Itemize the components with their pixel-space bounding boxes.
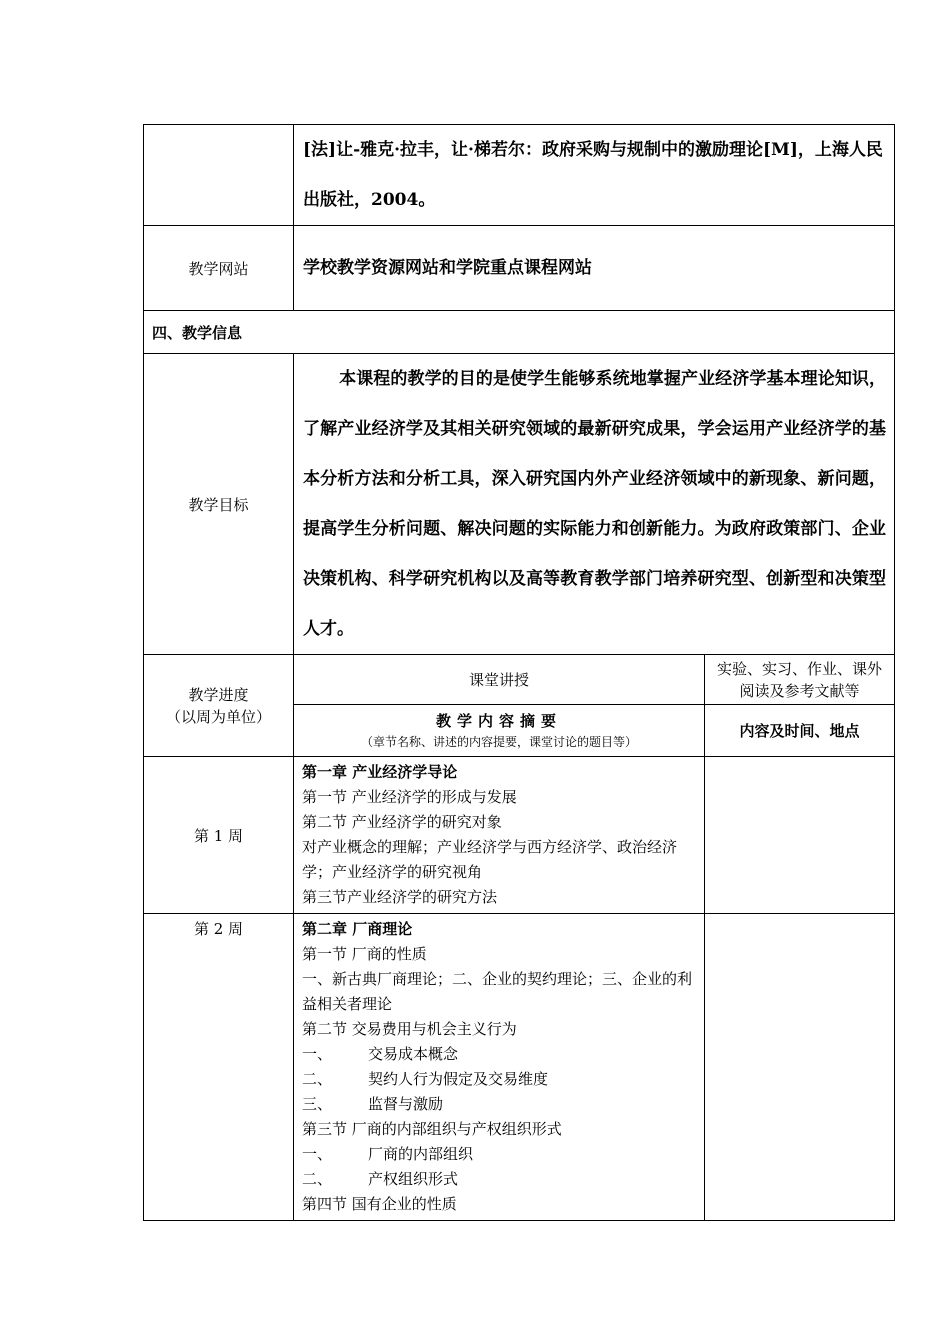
summary-header-cell [294,705,705,757]
objectives-label: 教学目标 [144,354,294,655]
schedule-label-note: （以周为单位） [165,707,271,726]
week-content [294,757,705,914]
week-row [144,757,895,914]
practice-header-cell [705,655,895,705]
website-label: 教学网站 [144,226,294,311]
references-label-cell [144,125,294,226]
content-line: 第一节 厂商的性质 [302,945,427,963]
content-line: 一、新古典厂商理论；二、企业的契约理论；三、企业的利益相关者理论 [302,970,693,1013]
content-line: 第二节 交易费用与机会主义行为 [302,1020,517,1038]
section-row [144,311,895,354]
schedule-label-cell [144,655,294,757]
content-line: 第一节 产业经济学的形成与发展 [302,788,517,806]
chapter-title: 第二章 厂商理论 [302,920,413,938]
lecture-header: 课堂讲授 [294,655,705,705]
content-list-item: 二、 产权组织形式 [302,1170,459,1188]
week-label: 第 2 周 [144,914,294,1221]
week-practice [705,757,895,914]
content-list-item: 一、 厂商的内部组织 [302,1145,474,1163]
summary-title: 教学内容摘要 [435,711,562,730]
practice-header-line1: 实验、实习、作业、课外 [717,659,883,678]
content-list-item: 一、 交易成本概念 [302,1045,459,1063]
content-line: 对产业概念的理解；产业经济学与西方经济学、政治经济学；产业经济学的研究视角 [302,838,678,881]
website-row [144,226,895,311]
objectives-row [144,354,895,655]
week-label: 第 1 周 [144,757,294,914]
chapter-title: 第一章 产业经济学导论 [302,763,458,781]
content-line: 第四节 国有企业的性质 [302,1195,457,1213]
course-info-table [143,124,895,1221]
reference-text: [法]让-雅克·拉丰，让·梯若尔：政府采购与规制中的激励理论[M]，上海人民出版社，2004。 [294,125,895,226]
section-title: 四、教学信息 [144,311,895,354]
week-content [294,914,705,1221]
references-row [144,125,895,226]
objectives-cell [294,354,895,655]
practice-header-line2: 阅读及参考文献等 [739,681,860,700]
objectives-text: 本课程的教学的目的是使学生能够系统地掌握产业经济学基本理论知识，了解产业经济学及其相关研究领域的最新研究成果，学会运用产业经济学的基本分析方法和分析工具，深入研究国内外产业经济领域中的新现象、新问题，提高学生分析问题、解决问题的实际能力和创新能力。为政府政策部门、企业决策机构、科学研究机构以及高等教育教学部门培养研究型、创新型和决策型人才。 [303,369,887,639]
content-line: 第二节 产业经济学的研究对象 [302,813,502,831]
content-list-item: 三、 监督与激励 [302,1095,444,1113]
week-row [144,914,895,1221]
content-list-item: 二、 契约人行为假定及交易维度 [302,1070,549,1088]
schedule-header-row [144,655,895,705]
website-value: 学校教学资源网站和学院重点课程网站 [294,226,895,311]
schedule-label: 教学进度 [188,685,249,704]
practice-subheader: 内容及时间、地点 [705,705,895,757]
week-practice [705,914,895,1221]
content-line: 第三节 厂商的内部组织与产权组织形式 [302,1120,562,1138]
content-line: 第三节产业经济学的研究方法 [302,888,498,906]
summary-subtitle: （章节名称、讲述的内容提要，课堂讨论的题目等） [360,734,637,749]
